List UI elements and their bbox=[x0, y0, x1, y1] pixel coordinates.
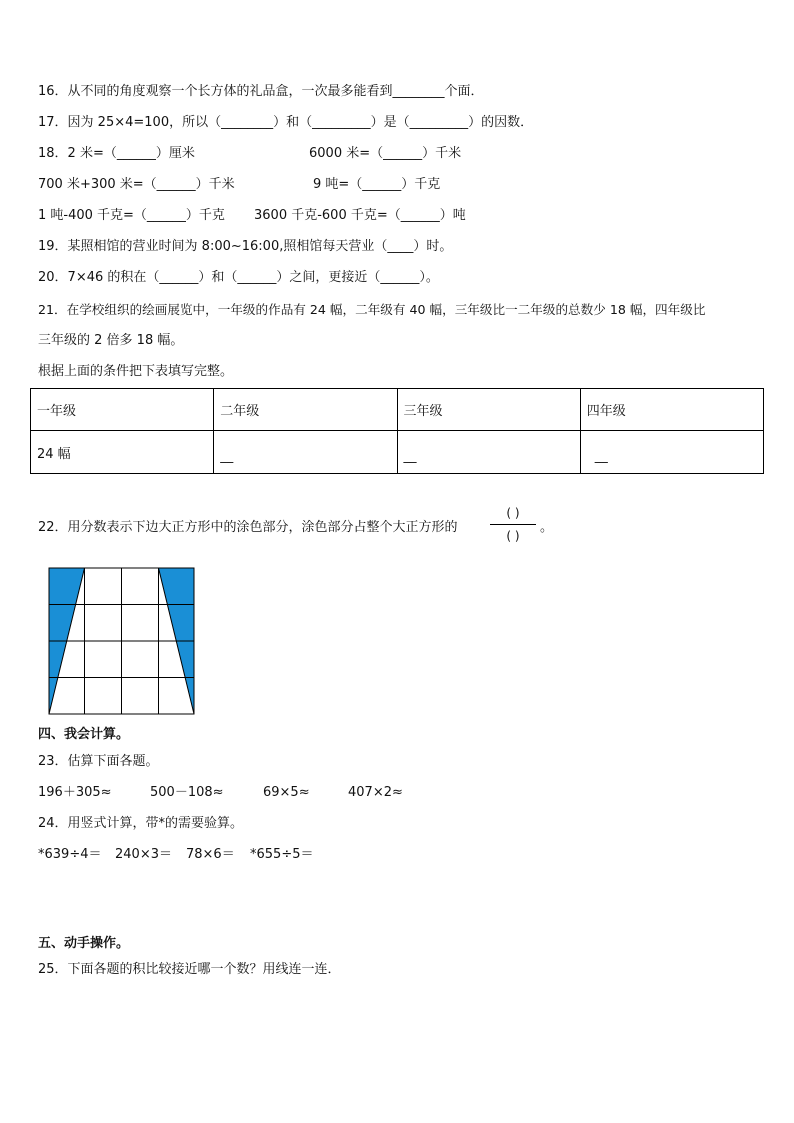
table-header-cell: 四年级 bbox=[580, 389, 763, 431]
table-header-row bbox=[31, 389, 764, 431]
table-row bbox=[31, 431, 764, 474]
calc-item: 240×3＝ bbox=[115, 847, 172, 862]
table-header-cell: 二年级 bbox=[214, 389, 397, 431]
question-24-title: 24．用竖式计算，带*的需要验算。 bbox=[38, 816, 244, 831]
fraction-numerator: ( ) bbox=[506, 506, 520, 520]
question-19: 19．某照相馆的营业时间为 8:00~16:00,照相馆每天营业（____）时。 bbox=[38, 239, 453, 254]
question-18-item-e: 1 吨-400 千克=（______）千克 bbox=[38, 208, 225, 223]
question-18-item-b: 6000 米=（______）千米 bbox=[309, 146, 462, 161]
table-cell-blank[interactable]: __ bbox=[580, 431, 763, 474]
question-18-item-d: 9 吨=（______）千克 bbox=[313, 177, 441, 192]
estimate-item: 69×5≈ bbox=[263, 785, 310, 800]
question-25: 25．下面各题的积比较接近哪一个数？用线连一连． bbox=[38, 962, 341, 977]
fraction-denominator: ( ) bbox=[506, 529, 520, 543]
estimate-item: 407×2≈ bbox=[348, 785, 403, 800]
calc-item: *639÷4＝ bbox=[38, 847, 102, 862]
question-21-instruction: 根据上面的条件把下表填写完整。 bbox=[38, 364, 234, 379]
question-18-item-a: 18．2 米=（______）厘米 bbox=[38, 146, 195, 161]
table-header-cell: 一年级 bbox=[31, 389, 214, 431]
question-22-end: 。 bbox=[540, 520, 554, 535]
table-header-cell: 三年级 bbox=[397, 389, 580, 431]
table-cell: 24 幅 bbox=[31, 431, 214, 474]
section-5-heading: 五、动手操作。 bbox=[38, 936, 130, 951]
question-21-line-2: 三年级的 2 倍多 18 幅。 bbox=[38, 333, 184, 348]
table-cell-blank[interactable]: __ bbox=[397, 431, 580, 474]
question-16: 16．从不同的角度观察一个长方体的礼品盒，一次最多能看到________个面． bbox=[38, 84, 484, 99]
grade-table bbox=[30, 388, 764, 474]
calc-item: 78×6＝ bbox=[186, 847, 235, 862]
question-20: 20．7×46 的积在（______）和（______）之间，更接近（______）。 bbox=[38, 270, 439, 285]
square-grid-figure bbox=[48, 567, 196, 715]
calc-item: *655÷5＝ bbox=[250, 847, 314, 862]
estimate-item: 500－108≈ bbox=[150, 785, 224, 800]
question-22: 22．用分数表示下边大正方形中的涂色部分，涂色部分占整个大正方形的 bbox=[38, 520, 458, 535]
table-cell-blank[interactable]: __ bbox=[214, 431, 397, 474]
question-23-title: 23．估算下面各题。 bbox=[38, 754, 159, 769]
fraction-answer[interactable] bbox=[488, 503, 538, 547]
question-17: 17．因为 25×4=100，所以（________）和（_________）是（_________）的因数． bbox=[38, 115, 534, 130]
fraction-bar bbox=[490, 524, 536, 525]
section-4-heading: 四、我会计算。 bbox=[38, 727, 130, 742]
estimate-item: 196＋305≈ bbox=[38, 785, 112, 800]
question-18-item-f: 3600 千克-600 千克=（______）吨 bbox=[254, 208, 466, 223]
question-21-line-1: 21．在学校组织的绘画展览中，一年级的作品有 24 幅，二年级有 40 幅，三年级比一二年级的总数少 18 幅，四年级比 bbox=[38, 302, 706, 317]
question-18-item-c: 700 米+300 米=（______）千米 bbox=[38, 177, 235, 192]
